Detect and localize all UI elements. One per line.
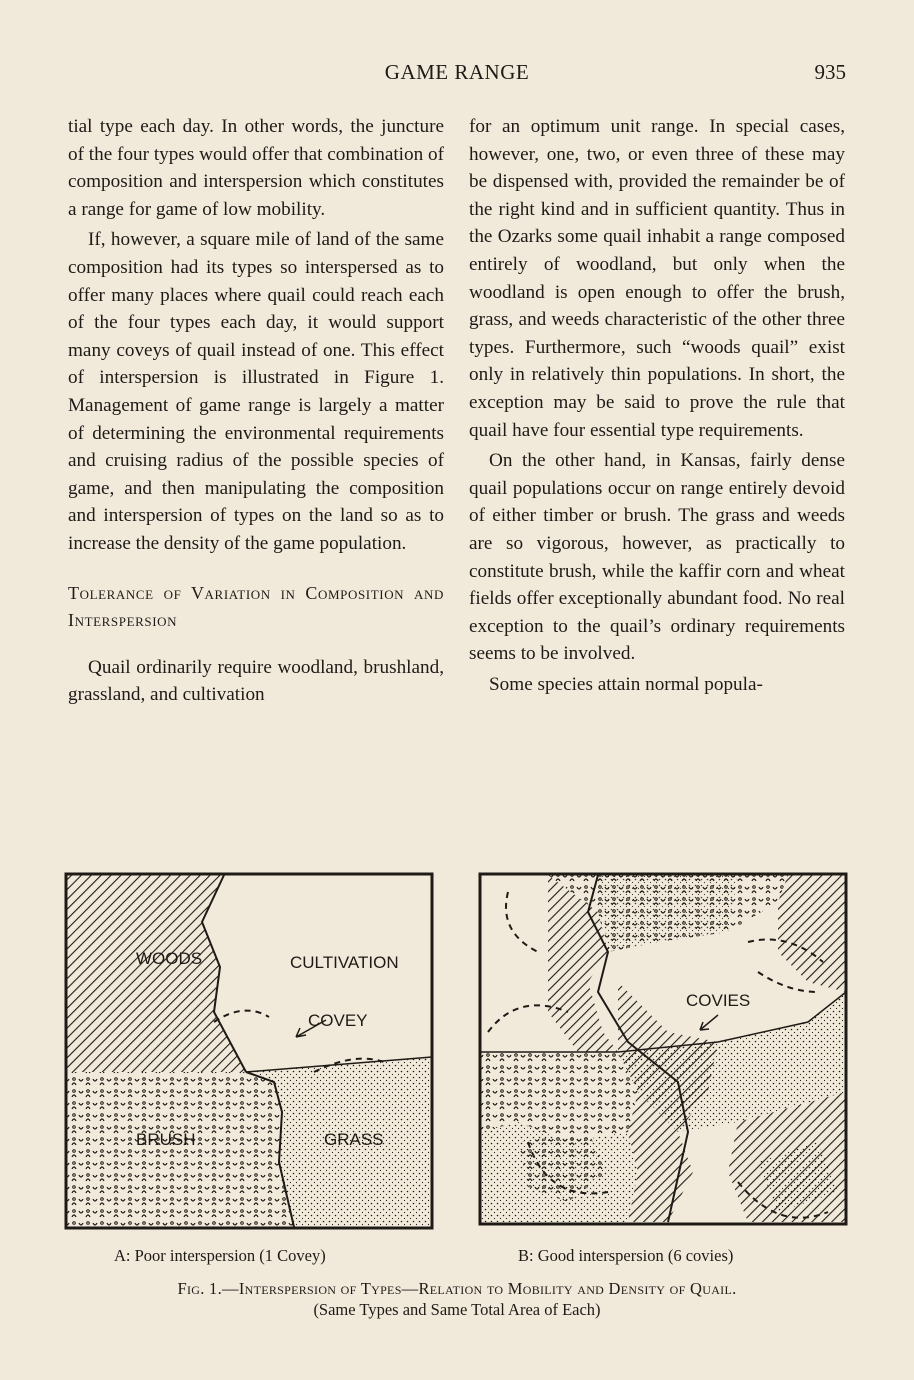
grass-label: GRASS — [324, 1130, 384, 1149]
paragraph: Quail ordinarily require woodland, brushland, grassland, and cultivation — [68, 656, 444, 706]
panel-a-map — [64, 872, 434, 1230]
paragraph: Some species attain normal popula- — [489, 673, 763, 695]
brush-label: BRUSH — [136, 1130, 196, 1149]
figure-caption — [0, 1278, 914, 1320]
section-heading: Tolerance of Variation in Composition and Interspersion — [68, 582, 444, 630]
covies-label: COVIES — [686, 991, 751, 1010]
left-column — [68, 113, 444, 709]
page-number: 935 — [814, 60, 846, 84]
figure-label: Fig. 1.— — [177, 1279, 239, 1298]
figure-panel-b — [478, 872, 848, 1226]
running-title: GAME RANGE — [384, 60, 530, 84]
paragraph: tial type each day. In other words, the juncture of the four types would offer that combination of composition and interspersion which constitutes a range for game of low mobility. — [68, 116, 444, 220]
caption-panel-b: B: Good interspersion (6 covies) — [518, 1246, 734, 1265]
cultivation-label: CULTIVATION — [290, 953, 399, 972]
running-header — [0, 60, 914, 90]
panel-b-map — [478, 872, 848, 1226]
figure-panel-a — [64, 872, 434, 1230]
figure-subtitle: (Same Types and Same Total Area of Each) — [313, 1300, 601, 1319]
figure-title: Interspersion of Types—Relation to Mobility and Density of Quail. — [238, 1279, 737, 1298]
covey-label: COVEY — [308, 1011, 368, 1030]
brush-area — [67, 1072, 294, 1227]
paragraph: If, however, a square mile of land of the same composition had its types so interspersed as to offer many places where quail could reach each of the four types each day, it would support many coveys of quail instead of one. This effect of interspersion is illustrated in Figure 1. Management of game range is largely a matter of determining the environmental requirements and cruising radius of the possible species of game, and then manipulating the composition and interspersion of types on the land so as to increase the density of the game population. — [68, 229, 444, 554]
paragraph: On the other hand, in Kansas, fairly dense quail populations occur on range entirely devoid of either timber or brush. The grass and weeds are so vigorous, however, as practically to constitute brush, while the kaffir corn and wheat fields offer exceptionally abundant food. No real exception to the quail’s ordinary requirements seems to be involved. — [469, 450, 845, 665]
caption-panel-a: A: Poor interspersion (1 Covey) — [114, 1246, 326, 1265]
right-column — [469, 113, 845, 698]
paragraph: for an optimum unit range. In special cases, however, one, two, or even three of these may be dispensed with, provided the remainder be of the right kind and in sufficient quantity. Thus in the Ozarks some quail inhabit a range composed entirely of woodland, but only when the woodland is open enough to offer the brush, grass, and weeds characteristic of the other three types. Furthermore, such “woods quail” exist only in relatively thin populations. In short, the exception may be said to prove the rule that quail have four essential type requirements. — [469, 116, 845, 441]
woods-label: WOODS — [136, 949, 203, 968]
